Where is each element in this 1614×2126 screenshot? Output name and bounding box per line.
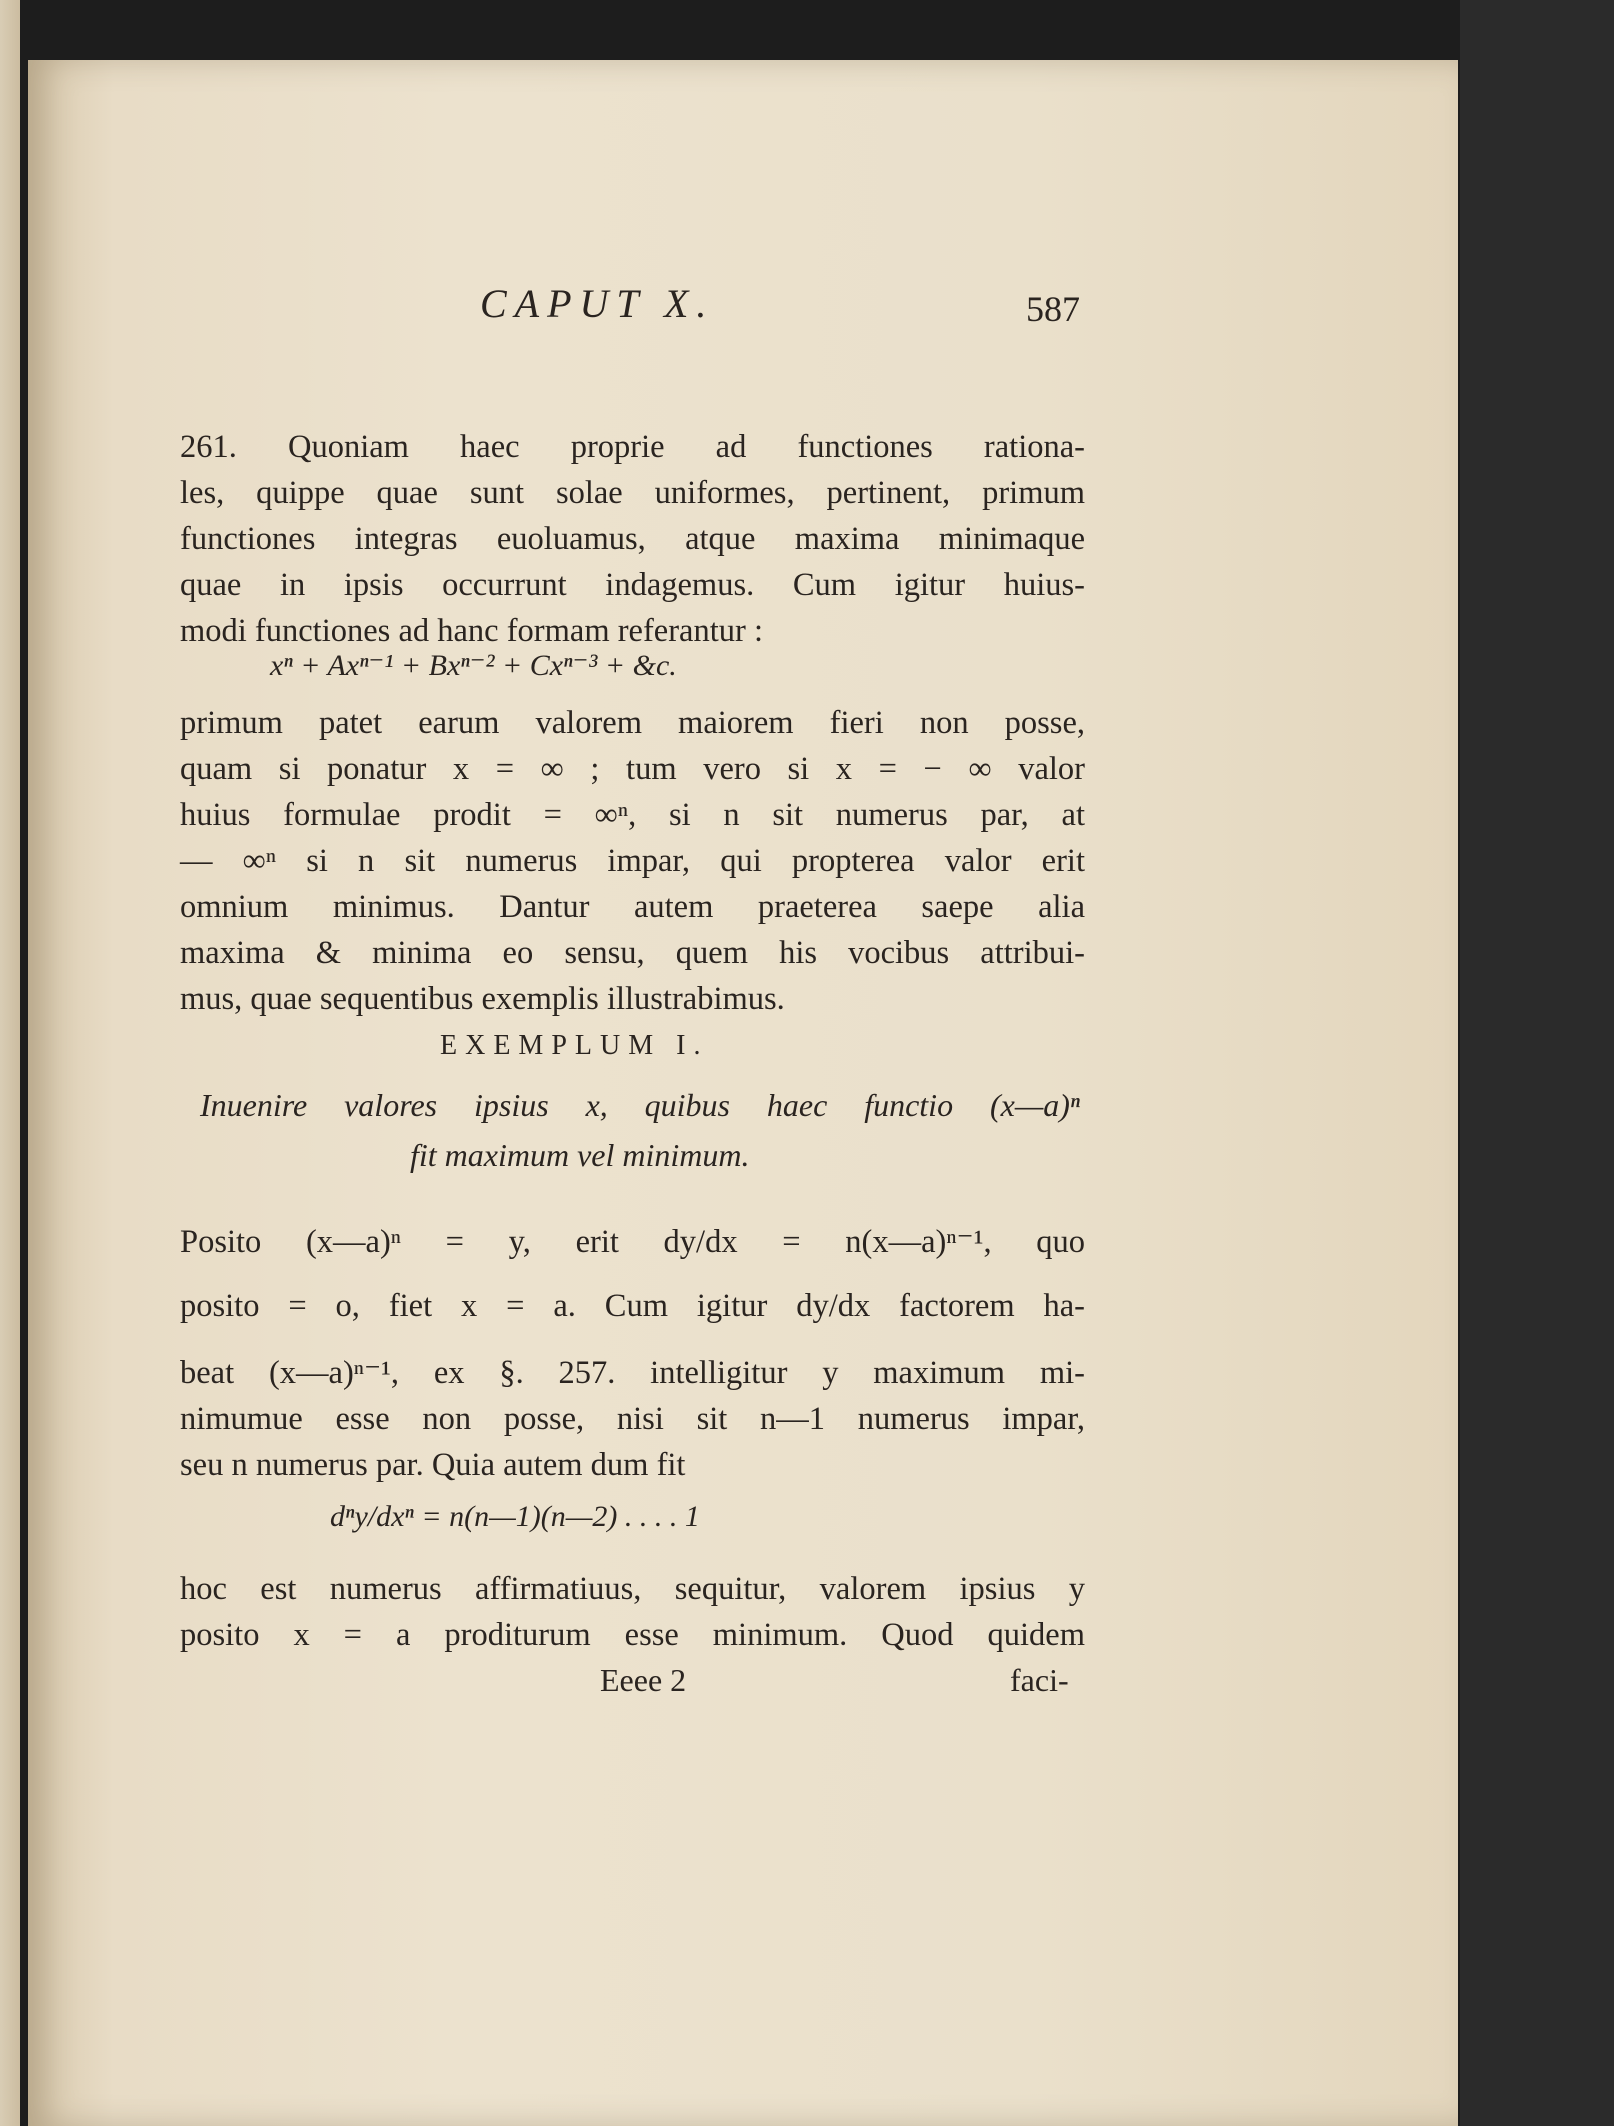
text-line: nimumue esse non posse, nisi sit n—1 numerus impar, (180, 1401, 1085, 1437)
text-line: maxima & minima eo sensu, quem his vocibus attribui- (180, 935, 1085, 971)
chapter-title: CAPUT X. (480, 281, 715, 326)
text-line: quam si ponatur x = ∞ ; tum vero si x = − ∞ valor (180, 751, 1085, 787)
paragraph-261 (180, 424, 1085, 654)
text-line: — ∞ⁿ si n sit numerus impar, qui propterea valor erit (180, 843, 1085, 879)
paragraph-example (180, 1210, 1085, 1338)
page-number: 587 (1026, 289, 1080, 329)
text-line: omnium minimus. Dantur autem praeterea saepe alia (180, 889, 1085, 925)
text-line: quae in ipsis occurrunt indagemus. Cum igitur huius- (180, 567, 1085, 603)
text-line: modi functiones ad hanc formam referantur : (180, 613, 763, 649)
text-line: functiones integras euoluamus, atque maxima minimaque (180, 521, 1085, 557)
catchword: faci- (1010, 1662, 1069, 1698)
polynomial-formula: xⁿ + Axⁿ⁻¹ + Bxⁿ⁻² + Cxⁿ⁻³ + &c. (270, 649, 677, 682)
example-heading: EXEMPLUM I. (440, 1030, 709, 1061)
text-line: les, quippe quae sunt solae uniformes, pertinent, primum (180, 475, 1085, 511)
paragraph-final (180, 1566, 1085, 1658)
derivative-formula: dⁿy/dxⁿ = n(n—1)(n—2) . . . . 1 (330, 1500, 700, 1533)
text-line: hoc est numerus affirmatiuus, sequitur, valorem ipsius y (180, 1571, 1085, 1607)
text-line: fit maximum vel minimum. (410, 1137, 750, 1173)
text-line: primum patet earum valorem maiorem fieri non posse, (180, 705, 1085, 741)
text-line: mus, quae sequentibus exemplis illustrabimus. (180, 981, 785, 1017)
text-line: Posito (x—a)ⁿ = y, erit dy/dx = n(x—a)ⁿ⁻¹, quo (180, 1224, 1085, 1260)
text-line: seu n numerus par. Quia autem dum fit (180, 1447, 686, 1483)
text-line: 261. Quoniam haec proprie ad functiones rationa- (180, 429, 1085, 465)
paragraph-example-cont (180, 1350, 1085, 1488)
signature-mark: Eeee 2 (600, 1662, 687, 1698)
paragraph-continued (180, 700, 1085, 1022)
text-line: Inuenire valores ipsius x, quibus haec functio (x—a)ⁿ (200, 1087, 1080, 1123)
page-header (160, 280, 1080, 340)
text-line: posito = o, fiet x = a. Cum igitur dy/dx factorem ha- (180, 1288, 1085, 1324)
text-line: posito x = a proditurum esse minimum. Quod quidem (180, 1617, 1085, 1653)
text-line: huius formulae prodit = ∞ⁿ, si n sit numerus par, at (180, 797, 1085, 833)
example-statement (200, 1080, 1080, 1180)
text-line: beat (x—a)ⁿ⁻¹, ex §. 257. intelligitur y maximum mi- (180, 1355, 1085, 1391)
